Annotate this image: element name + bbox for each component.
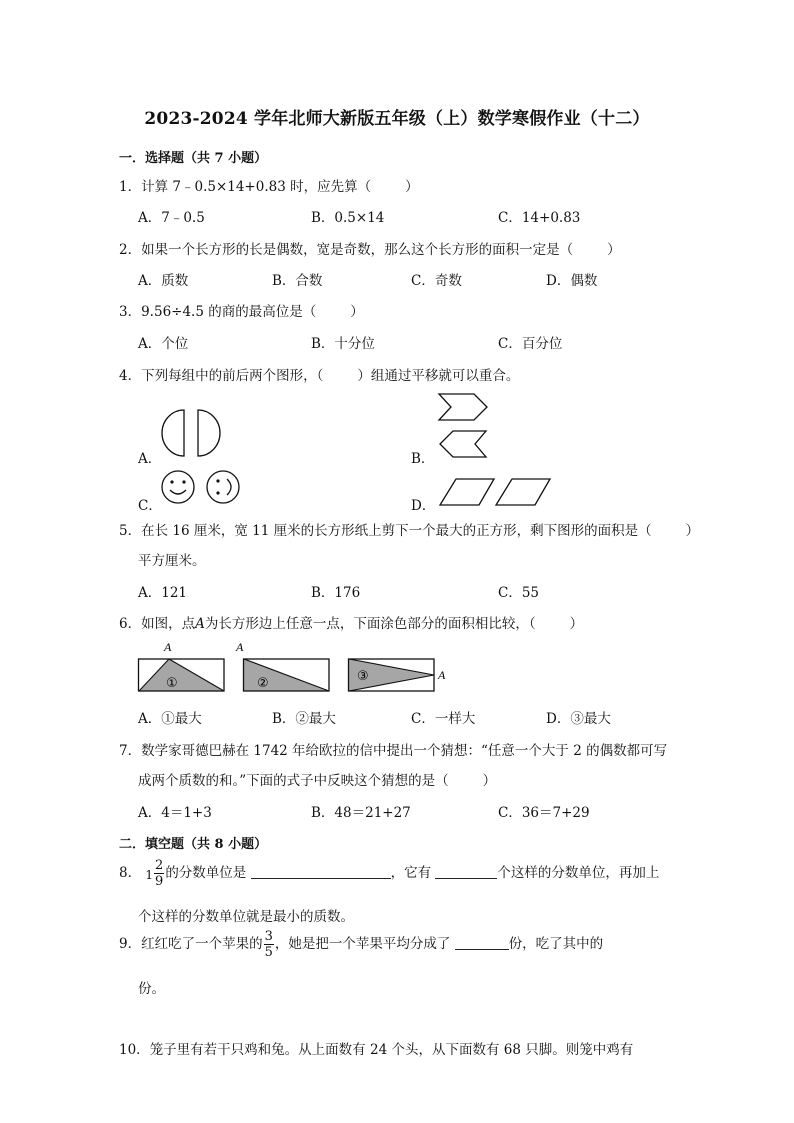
section-heading-choice: 一．选择题（共 7 小题） xyxy=(119,151,268,166)
q7-option-b[interactable]: B．48＝21+27 xyxy=(311,805,411,821)
q5-option-c[interactable]: C．55 xyxy=(498,585,540,601)
region-label-3: ③ xyxy=(357,669,369,684)
question-8-line2: 个这样的分数单位就是最小的质数。 xyxy=(138,909,354,925)
question-1: 1．计算 7﹣0.5×14+0.83 时，应先算（ ） xyxy=(119,179,419,195)
point-label: A xyxy=(195,616,205,632)
figure-parallelograms xyxy=(438,477,554,507)
figure-rectangle-3 xyxy=(347,642,451,694)
figure-half-circles xyxy=(160,408,226,460)
point-a-label: A xyxy=(236,640,244,654)
figure-chevrons xyxy=(436,392,492,462)
q4-option-b[interactable]: B． xyxy=(411,451,435,467)
q3-option-a[interactable]: A．个位 xyxy=(138,336,189,352)
question-7-line2: 成两个质数的和。”下面的式子中反映这个猜想的是（ ） xyxy=(138,773,497,789)
q1-option-a[interactable]: A．7﹣0.5 xyxy=(138,210,205,226)
q2-option-c[interactable]: C．奇数 xyxy=(411,273,462,289)
question-10: 10．笼子里有若干只鸡和兔。从上面数有 24 个头，从下面数有 68 只脚。则笼中鸡有 xyxy=(119,1042,634,1058)
point-a-label: A xyxy=(164,640,172,654)
q6-option-c[interactable]: C．一样大 xyxy=(411,711,476,727)
q3-option-b[interactable]: B．十分位 xyxy=(311,336,375,352)
q7-option-a[interactable]: A．4＝1+3 xyxy=(138,805,212,821)
q4-option-d[interactable]: D． xyxy=(411,498,436,514)
question-4: 4．下列每组中的前后两个图形，（ ）组通过平移就可以重合。 xyxy=(119,368,520,384)
question-9: 9．红红吃了一个苹果的 $\frac{3}{5}$ ，她是把一个苹果平均分成了 份，吃了其中的 xyxy=(119,929,604,960)
answer-blank-parts[interactable] xyxy=(455,935,509,950)
question-8: 8． 1 $\frac{2}{9}$ 的分数单位是 ，它有 个这样的分数单位，再加上 xyxy=(119,858,660,889)
question-9-line2: 份。 xyxy=(138,981,165,997)
q1-option-b[interactable]: B．0.5×14 xyxy=(311,210,385,226)
region-label-2: ② xyxy=(257,676,269,691)
page-title: 2023-2024 学年北师大新版五年级（上）数学寒假作业（十二） xyxy=(144,109,650,129)
q6-option-d[interactable]: D．③最大 xyxy=(546,711,611,727)
figure-rectangle-2 xyxy=(236,640,332,694)
question-number: 1． xyxy=(119,179,142,195)
q2-option-a[interactable]: A．质数 xyxy=(138,273,189,289)
q6-option-b[interactable]: B．②最大 xyxy=(272,711,336,727)
q1-option-c[interactable]: C．14+0.83 xyxy=(498,210,581,226)
fraction: $\frac{2}{9}$ xyxy=(155,858,164,889)
fraction: $\frac{3}{5}$ xyxy=(264,929,273,960)
q5-option-b[interactable]: B．176 xyxy=(311,585,361,601)
q2-option-b[interactable]: B．合数 xyxy=(272,273,323,289)
mixed-number-whole: 1 xyxy=(145,868,154,882)
question-5: 5．在长 16 厘米，宽 11 厘米的长方形纸上剪下一个最大的正方形，剩下图形的面积是（ ） xyxy=(119,523,700,539)
section-heading-fill: 二．填空题（共 8 小题） xyxy=(119,837,268,852)
point-a-label: A xyxy=(438,668,446,682)
q4-option-c[interactable]: C． xyxy=(138,498,162,514)
answer-blank-count[interactable] xyxy=(435,864,497,879)
q7-option-c[interactable]: C．36＝7+29 xyxy=(498,805,590,821)
q2-option-d[interactable]: D．偶数 xyxy=(546,273,598,289)
region-label-1: ① xyxy=(166,676,178,691)
q5-option-a[interactable]: A．121 xyxy=(138,585,188,601)
question-6: 6．如图，点A为长方形边上任意一点，下面涂色部分的面积相比较，（ ） xyxy=(119,616,584,632)
figure-rectangle-1 xyxy=(137,642,227,694)
question-5-line2: 平方厘米。 xyxy=(138,553,206,569)
figure-smiley-faces xyxy=(160,468,244,508)
q6-option-a[interactable]: A．①最大 xyxy=(138,711,202,727)
question-text: 计算 7﹣0.5×14+0.83 时，应先算（ xyxy=(141,179,372,195)
question-2: 2．如果一个长方形的长是偶数，宽是奇数，那么这个长方形的面积一定是（ ） xyxy=(119,242,621,258)
question-3: 3．9.56÷4.5 的商的最高位是（ ） xyxy=(119,304,364,320)
q4-option-a[interactable]: A． xyxy=(138,451,162,467)
question-7: 7．数学家哥德巴赫在 1742 年给欧拉的信中提出一个猜想：“任意一个大于 2 的偶数都可写 xyxy=(119,743,668,759)
answer-blank-unit[interactable] xyxy=(251,864,391,879)
q3-option-c[interactable]: C．百分位 xyxy=(498,336,563,352)
